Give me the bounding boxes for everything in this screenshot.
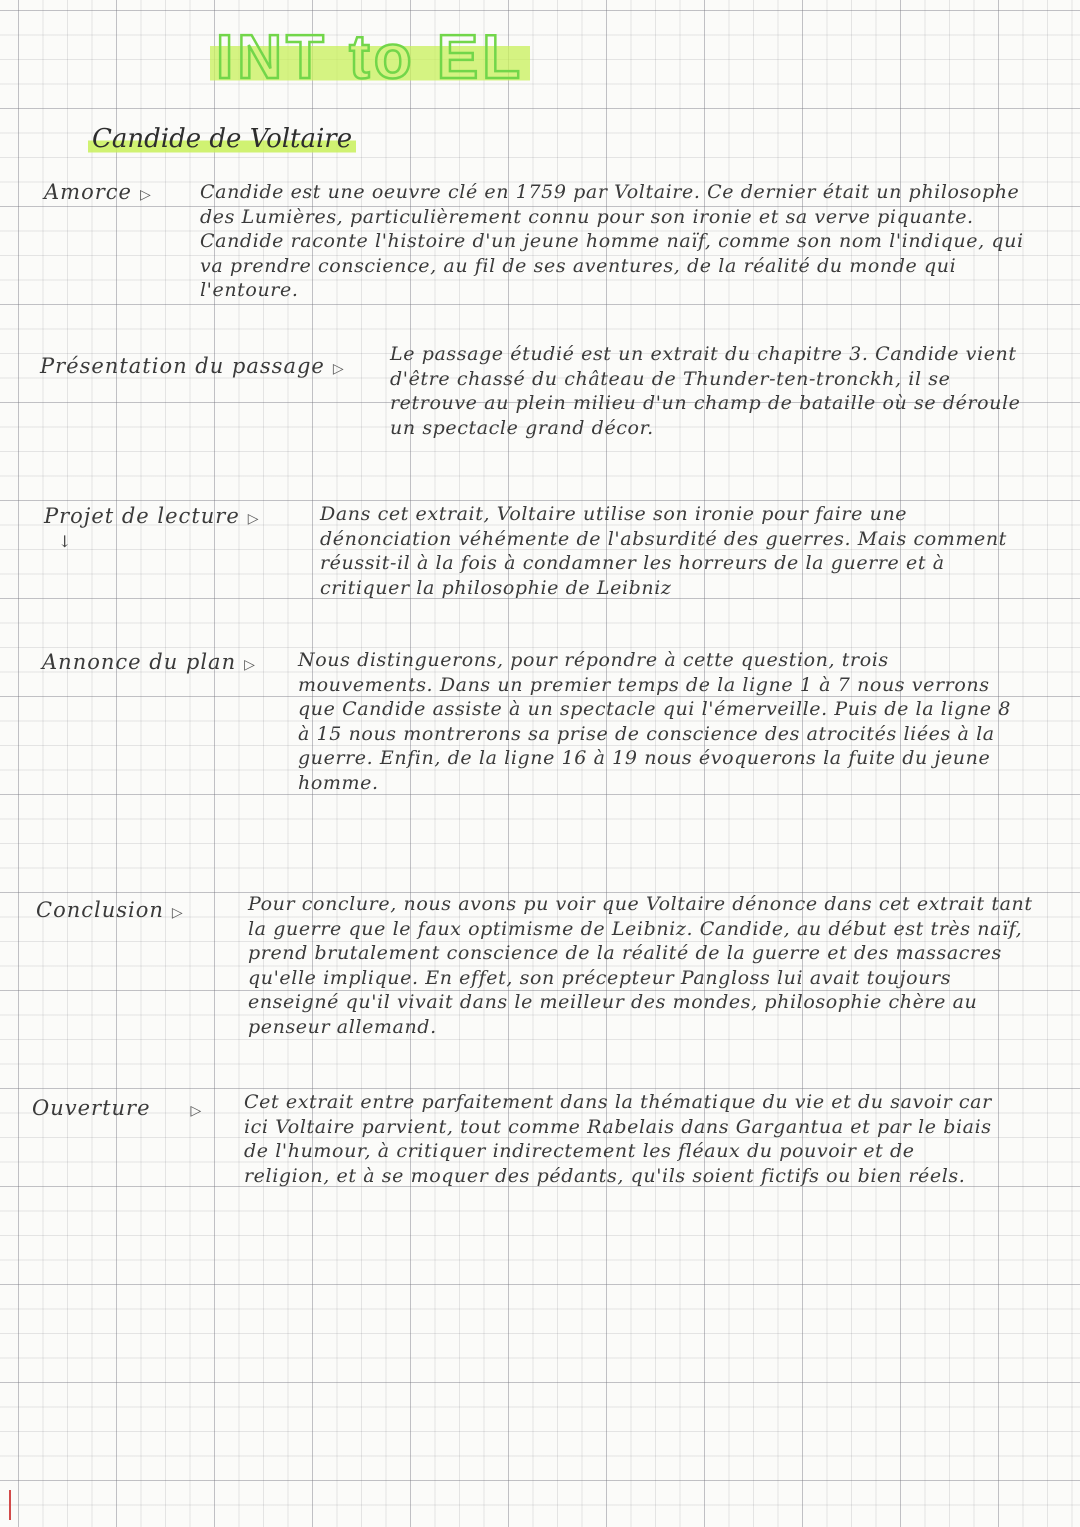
conclusion-label-text: Conclusion (36, 898, 164, 922)
presentation-text (390, 342, 1040, 440)
projet-paragraph: Dans cet extrait, Voltaire utilise son ironie pour faire une dénonciation véhémente de l'absurdité des guerres. Mais comment réussit-il à la fois à condamner les horreurs de la guerre et à critiquer la philosophie de Leibniz (320, 503, 1007, 599)
conclusion-text (248, 892, 1048, 1039)
projet-side-mark: ↓ (58, 532, 72, 551)
page-title: INT to EL (210, 18, 530, 98)
arrow-icon: ▷ (332, 361, 345, 377)
projet-label-text: Projet de lecture (44, 504, 240, 528)
arrow-icon: ▷ (190, 1103, 203, 1119)
amorce-label-text: Amorce (44, 180, 132, 204)
margin-line (9, 1490, 11, 1520)
amorce-label (44, 180, 152, 204)
ouverture-text (244, 1090, 1004, 1188)
projet-text (320, 502, 1040, 600)
amorce-text (200, 180, 1030, 303)
presentation-label (40, 354, 345, 378)
ouverture-paragraph: Cet extrait entre parfaitement dans la thématique du vie et du savoir car ici Voltaire parvient, tout comme Rabelais dans Gargantua et par le biais de l'humour, à critiquer indirectement les fléaux du pouvoir et de religion, et à se moquer des pédants, qu'ils soient fictifs ou bien réels. (244, 1091, 992, 1187)
presentation-paragraph: Le passage étudié est un extrait du chapitre 3. Candide vient d'être chassé du château de Thunder-ten-tronckh, il se retrouve au plein milieu d'un champ de bataille où se déroule un spectacle grand décor. (390, 343, 1021, 439)
arrow-icon: ▷ (171, 905, 184, 921)
projet-label (44, 504, 260, 528)
conclusion-paragraph: Pour conclure, nous avons pu voir que Voltaire dénonce dans cet extrait tant la guerre que le faux optimisme de Leibniz. Candide, au début est très naïf, prend brutalement conscience de la réalité de la guerre et des massacres qu'elle implique. En effet, son précepteur Pangloss lui avait toujours enseigné qu'il vivait dans le meilleur des mondes, philosophie chère au penseur allemand. (248, 893, 1033, 1038)
plan-label (42, 650, 256, 674)
plan-text (298, 648, 1018, 795)
arrow-icon: ▷ (247, 511, 260, 527)
plan-label-text: Annonce du plan (42, 650, 237, 674)
plan-paragraph: Nous distinguerons, pour répondre à cette question, trois mouvements. Dans un premier temps de la ligne 1 à 7 nous verrons que Candide assiste à un spectacle qui l'émerveille. Puis de la ligne 8 à 15 nous montrerons sa prise de conscience des atrocités liées à la guerre. Enfin, de la ligne 16 à 19 nous évoquerons la fuite du jeune homme. (298, 649, 1011, 794)
ouverture-label (32, 1096, 202, 1120)
conclusion-label (36, 898, 184, 922)
arrow-icon: ▷ (244, 657, 256, 673)
ouverture-label-text: Ouverture (32, 1096, 151, 1120)
document-subtitle: Candide de Voltaire (88, 124, 356, 154)
presentation-label-text: Présentation du passage (40, 354, 325, 378)
arrow-icon: ▷ (139, 187, 152, 203)
amorce-paragraph: Candide est une oeuvre clé en 1759 par Voltaire. Ce dernier était un philosophe des Lumières, particulièrement connu pour son ironie et sa verve piquante. Candide raconte l'histoire d'un jeune homme naïf, comme son nom l'indique, qui va prendre conscience, au fil de ses aventures, de la réalité du monde qui l'entoure. (200, 181, 1024, 301)
